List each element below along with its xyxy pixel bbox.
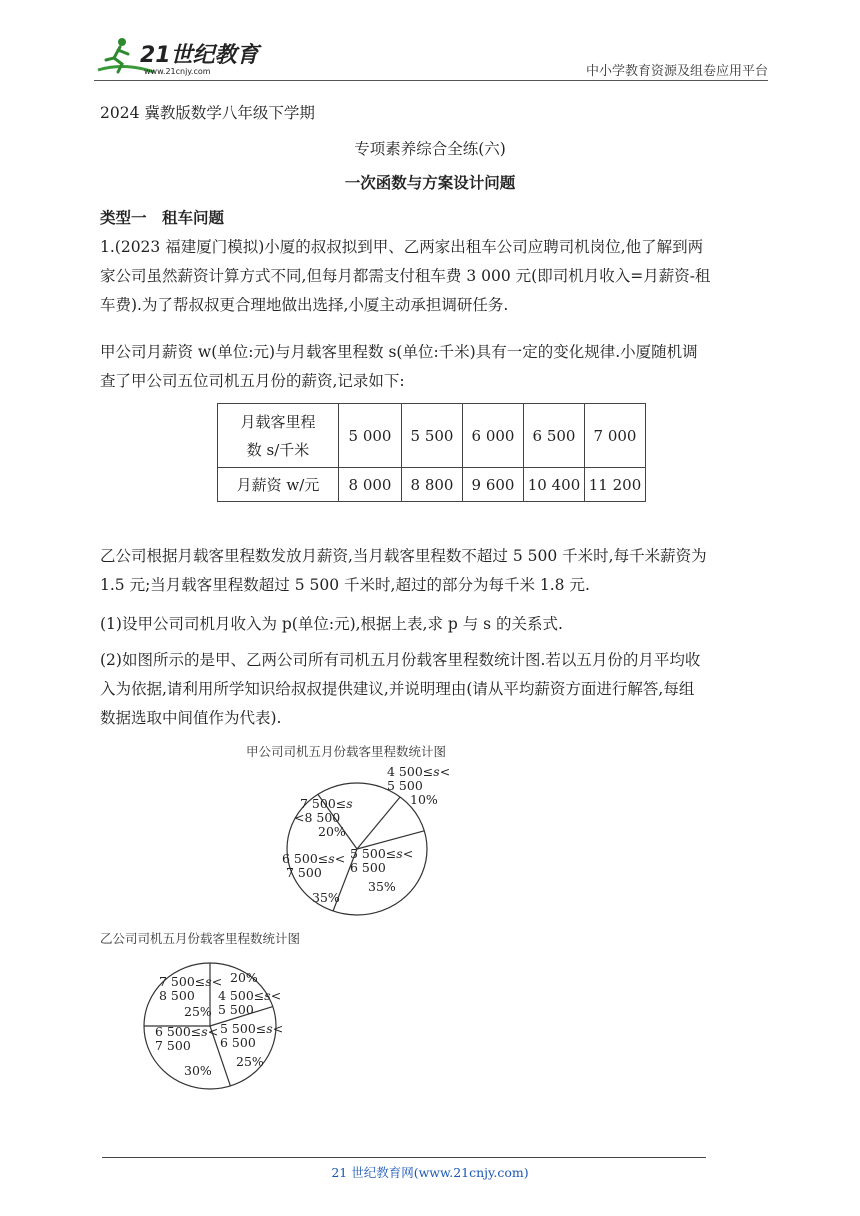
slice-label: 8 500 <box>159 988 195 1003</box>
slice-percent: 10% <box>410 792 438 807</box>
text-line: 入为依据,请利用所学知识给叔叔提供建议,并说明理由(请从平均薪资方面进行解答,每组 <box>100 680 695 698</box>
slice-label: 7 500 <box>286 865 322 880</box>
table-header-cell <box>218 404 339 468</box>
slice-label: 7 500≤s< <box>159 974 223 989</box>
chart-jia-title: 甲公司司机五月份载客里程数统计图 <box>246 744 447 759</box>
question-intro <box>100 233 762 320</box>
slice-label: 5 500 <box>218 1002 254 1017</box>
table-cell: 5 000 <box>339 404 402 468</box>
table-cell: 6 500 <box>524 404 585 468</box>
runner-logo-icon <box>94 34 264 80</box>
slice-percent: 25% <box>236 1054 264 1069</box>
slice-label: 6 500 <box>220 1035 256 1050</box>
slice-label: 4 500≤s< <box>218 988 282 1003</box>
slice-label: 7 500≤s <box>300 796 353 811</box>
text-line: 家公司虽然薪资计算方式不同,但每月都需支付租车费 3 000 元(即司机月收入=月薪资-租 <box>100 267 711 285</box>
table-cell: 8 000 <box>339 468 402 502</box>
text-line: (2)如图所示的是甲、乙两公司所有司机五月份载客里程数统计图.若以五月份的月平均收 <box>100 651 701 669</box>
company-yi-description <box>100 542 762 600</box>
site-logo <box>94 34 264 80</box>
pie-slice-boundary <box>357 797 400 849</box>
table-cell: 5 500 <box>402 404 463 468</box>
table-cell: 6 000 <box>463 404 524 468</box>
text-line: 数据选取中间值作为代表). <box>100 709 282 727</box>
text-line: 查了甲公司五位司机五月份的薪资,记录如下: <box>100 372 405 390</box>
slice-label: 6 500≤s< <box>282 851 346 866</box>
slice-percent: 25% <box>184 1004 212 1019</box>
footer-divider <box>102 1157 706 1158</box>
header-line: 月载客里程 <box>240 412 316 431</box>
text-line: 1.5 元;当月载客里程数超过 5 500 千米时,超过的部分为每千米 1.8 元. <box>100 576 590 594</box>
slice-label: 4 500≤s< <box>387 764 451 779</box>
table-cell: 8 800 <box>402 468 463 502</box>
header-line: 数 s/千米 <box>246 440 310 459</box>
section-heading: 类型一 租车问题 <box>100 209 225 227</box>
salary-table <box>217 403 646 502</box>
slice-label: 6 500 <box>350 860 386 875</box>
slice-label: 5 500≤s< <box>350 846 414 861</box>
slice-label: 7 500 <box>155 1038 191 1053</box>
slice-label: <8 500 <box>294 810 341 825</box>
logo-url-text: www.21cnjy.com <box>144 67 211 76</box>
chart-yi-title: 乙公司司机五月份载客里程数统计图 <box>100 931 301 946</box>
slice-percent: 35% <box>368 879 396 894</box>
table-row <box>218 404 646 468</box>
text-line: 车费).为了帮叔叔更合理地做出选择,小厦主动承担调研任务. <box>100 296 509 314</box>
slice-percent: 20% <box>318 824 346 839</box>
question-part-1: (1)设甲公司司机月收入为 p(单位:元),根据上表,求 p 与 s 的关系式. <box>100 615 563 633</box>
table-row <box>218 468 646 502</box>
header-divider <box>94 80 768 81</box>
footer-text: 21 世纪教育网(www.21cnjy.com) <box>331 1165 529 1180</box>
table-cell: 9 600 <box>463 468 524 502</box>
question-part-2 <box>100 646 762 733</box>
slice-percent: 30% <box>184 1063 212 1078</box>
table-cell: 7 000 <box>585 404 646 468</box>
logo-text: 21世纪教育 <box>140 43 259 68</box>
table-cell: 10 400 <box>524 468 585 502</box>
chart-yi-pie <box>140 958 300 1096</box>
slice-label: 5 500≤s< <box>220 1021 284 1036</box>
doc-title: 专项素养综合全练(六) <box>354 140 506 158</box>
doc-series: 2024 冀教版数学八年级下学期 <box>100 104 315 122</box>
text-line: 乙公司根据月载客里程数发放月薪资,当月载客里程数不超过 5 500 千米时,每千米薪资为 <box>100 547 707 565</box>
text-line: 1.(2023 福建厦门模拟)小厦的叔叔拟到甲、乙两家出租车公司应聘司机岗位,他了解到两 <box>100 238 704 256</box>
slice-percent: 35% <box>312 890 340 905</box>
header-platform-text: 中小学教育资源及组卷应用平台 <box>585 64 768 79</box>
table-cell: 11 200 <box>585 468 646 502</box>
slice-label: 6 500≤s< <box>155 1024 219 1039</box>
slice-label: 5 500 <box>387 778 423 793</box>
slice-percent: 20% <box>230 970 258 985</box>
doc-subtitle: 一次函数与方案设计问题 <box>344 174 516 192</box>
text-line: 甲公司月薪资 w(单位:元)与月载客里程数 s(单位:千米)具有一定的变化规律.小厦随机调 <box>100 343 698 361</box>
chart-jia-pie <box>260 758 490 918</box>
table-header-cell: 月薪资 w/元 <box>218 468 339 502</box>
company-jia-description <box>100 338 762 396</box>
